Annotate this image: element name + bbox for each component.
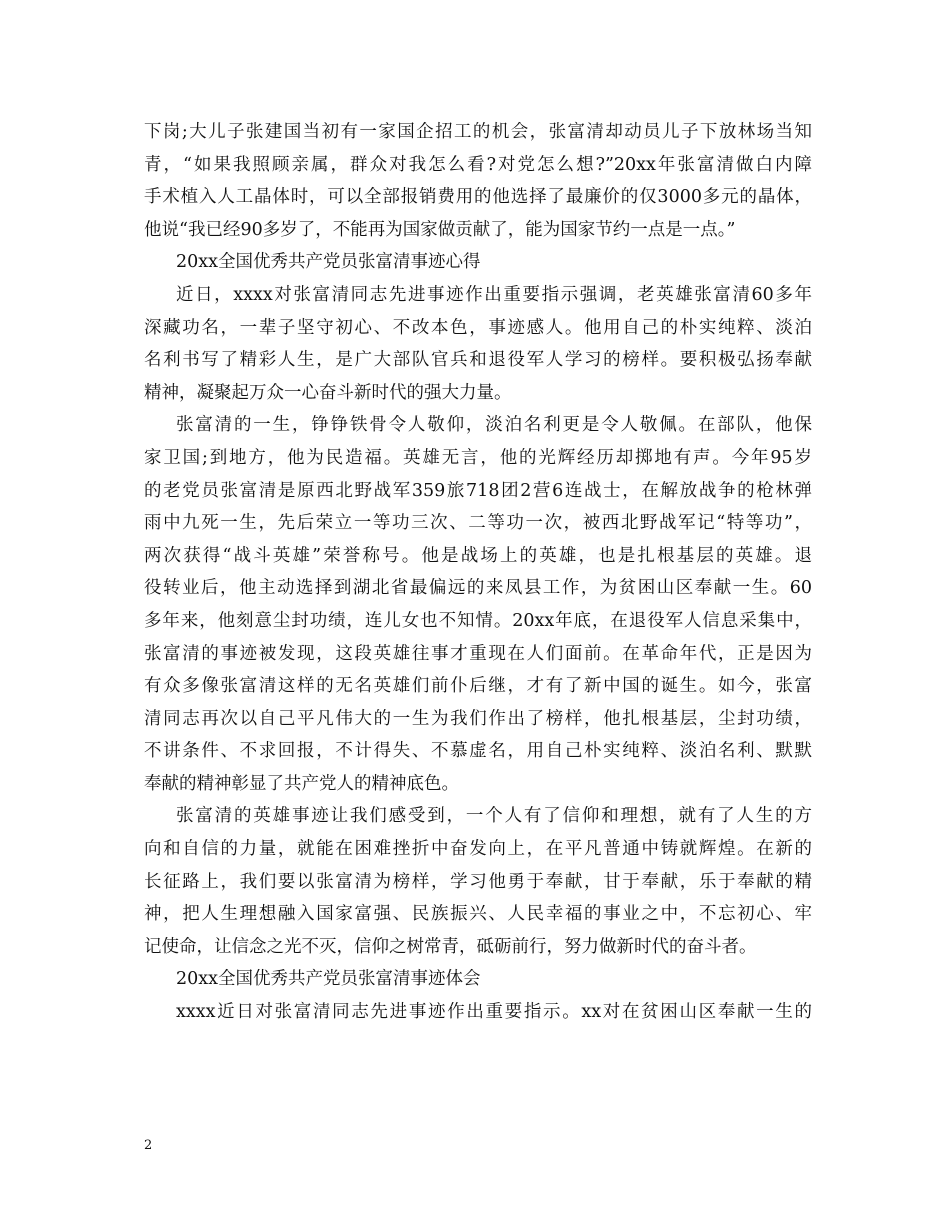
text-line: 家卫国;到地方，他为民造福。英雄无言，他的光辉经历却掷地有声。今年95岁 xyxy=(144,447,812,468)
text-line: 张富清的事迹被发现，这段英雄往事才重现在人们面前。在革命年代，正是因为 xyxy=(144,643,812,664)
text-line: 雨中九死一生，先后荣立一等功三次、二等功一次，被西北野战军记“特等功”， xyxy=(144,513,812,534)
text-line: 向和自信的力量，就能在困难挫折中奋发向上，在平凡普通中铸就辉煌。在新的 xyxy=(144,839,812,860)
text-line: 清同志再次以自己平凡伟大的一生为我们作出了榜样，他扎根基层，尘封功绩， xyxy=(144,708,812,729)
text-line: 近日，xxxx对张富清同志先进事迹作出重要指示强调，老英雄张富清60多年 xyxy=(176,284,812,305)
body-text xyxy=(144,116,812,1029)
text-line: 役转业后，他主动选择到湖北省最偏远的来凤县工作，为贫困山区奉献一生。60 xyxy=(144,578,812,599)
text-line: 长征路上，我们要以张富清为榜样，学习他勇于奉献，甘于奉献，乐于奉献的精 xyxy=(144,871,812,892)
text-line: 张富清的一生，铮铮铁骨令人敬仰，淡泊名利更是令人敬佩。在部队，他保 xyxy=(176,415,812,436)
text-line: 多年来，他刻意尘封功绩，连儿女也不知情。20xx年底，在退役军人信息采集中， xyxy=(144,610,812,631)
text-line: 的老党员张富清是原西北野战军359旅718团2营6连战士，在解放战争的枪林弹 xyxy=(144,480,812,501)
text-line: 两次获得“战斗英雄”荣誉称号。他是战场上的英雄，也是扎根基层的英雄。退 xyxy=(144,545,812,566)
text-line: 下岗;大儿子张建国当初有一家国企招工的机会，张富清却动员儿子下放林场当知 xyxy=(144,122,812,142)
text-line: 奉献的精神彰显了共产党人的精神底色。 xyxy=(144,773,459,794)
text-line: 他说“我已经90多岁了，不能再为国家做贡献了，能为国家节约一点是一点。” xyxy=(144,219,736,240)
text-line: 名利书写了精彩人生，是广大部队官兵和退役军人学习的榜样。要积极弘扬奉献 xyxy=(144,350,812,371)
page-number: 2 xyxy=(144,1138,153,1153)
text-line: xxxx近日对张富清同志先进事迹作出重要指示。xx对在贫困山区奉献一生的 xyxy=(176,1002,812,1023)
text-line: 不讲条件、不求回报，不计得失、不慕虚名，用自己朴实纯粹、淡泊名利、默默 xyxy=(144,741,812,762)
text-line: 神，把人生理想融入国家富强、民族振兴、人民幸福的事业之中，不忘初心、牢 xyxy=(144,904,812,925)
text-line: 青，“如果我照顾亲属，群众对我怎么看?对党怎么想?”20xx年张富清做白内障 xyxy=(144,154,812,175)
text-line: 记使命，让信念之光不灭，信仰之树常青，砥砺前行，努力做新时代的奋斗者。 xyxy=(144,936,757,957)
text-line: 张富清的英雄事迹让我们感受到，一个人有了信仰和理想，就有了人生的方 xyxy=(176,806,812,827)
text-line: 精神，凝聚起万众一心奋斗新时代的强大力量。 xyxy=(144,382,512,403)
text-line: 手术植入人工晶体时，可以全部报销费用的他选择了最廉价的仅3000多元的晶体， xyxy=(144,187,812,208)
text-line: 20xx全国优秀共产党员张富清事迹心得 xyxy=(176,252,481,273)
text-line: 有众多像张富清这样的无名英雄们前仆后继，才有了新中国的诞生。如今，张富 xyxy=(144,676,812,697)
text-line: 深藏功名，一辈子坚守初心、不改本色，事迹感人。他用自己的朴实纯粹、淡泊 xyxy=(144,317,812,338)
text-line: 20xx全国优秀共产党员张富清事迹体会 xyxy=(176,969,481,990)
